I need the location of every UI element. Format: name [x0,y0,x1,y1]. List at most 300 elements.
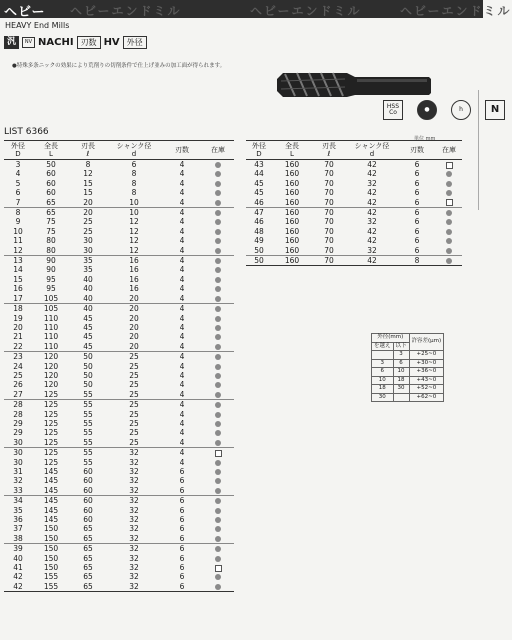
table-cell: 26 [13,380,23,390]
table-cell: 90 [46,265,56,275]
table-cell: 12 [129,217,139,227]
table-row [4,217,234,226]
table-cell: 25 [129,361,139,371]
table-cell: 6 [179,524,185,534]
table-cell: 4 [179,418,185,428]
table-row [4,352,234,362]
table-cell: 3 [393,351,409,360]
stock-dot-icon [215,200,221,206]
table-cell: 160 [284,217,300,227]
table-cell: 40 [83,284,93,294]
column-header: 刃長 ℓ [312,141,346,160]
table-cell: 4 [179,313,185,323]
table-cell: 42 [346,256,398,266]
table-row [4,256,234,266]
column-header: 在庫 [202,141,234,160]
stock-cell [202,400,234,410]
table-cell: 20 [13,322,23,332]
table-row [4,304,234,314]
table-row [4,467,234,476]
table-cell: 4 [179,236,185,246]
table-cell: 4 [179,217,185,227]
table-cell: 45 [83,332,93,342]
table-cell: 6 [179,505,185,515]
table-row [4,362,234,371]
stock-cell [436,188,462,197]
stock-cell [202,332,234,341]
table-cell: 160 [284,245,300,255]
table-cell: 160 [284,178,300,188]
table-cell: 6 [414,197,420,207]
stock-dot-icon [215,584,221,590]
table-cell: 17 [13,293,23,303]
table-cell: 12 [13,245,23,255]
stock-cell [436,208,462,218]
table-cell: 4 [179,409,185,419]
stock-cell [436,198,462,208]
table-cell: 6 [414,226,420,236]
table-cell: 60 [83,505,93,515]
stock-cell [436,246,462,256]
table-cell: 150 [43,563,59,573]
table-cell: 4 [179,389,185,399]
table-row [4,390,234,400]
table-cell: 110 [43,322,59,332]
table-row [4,169,234,178]
table-cell: 42 [346,208,398,218]
table-cell: 32 [129,563,139,573]
table-cell: 65 [32,208,70,218]
stock-cell [202,314,234,323]
table-cell: 20 [129,322,139,332]
stock-cell [202,496,234,506]
table-cell: 19 [13,313,23,323]
table-row [4,428,234,437]
table-row [246,198,462,208]
table-cell: 120 [32,352,70,362]
table-cell: 35 [83,265,93,275]
table-cell: 4 [179,293,185,303]
table-cell: 18 [393,376,409,385]
spec-icons [383,100,505,120]
stock-dot-icon [215,412,221,418]
table-cell: 6 [15,188,21,198]
stock-dot-icon [215,258,221,264]
stock-cell [202,467,234,476]
table-cell: 6 [162,544,202,554]
category-tag: 汎 [4,36,19,49]
table-cell: 32 [129,524,139,534]
table-cell: 30 [393,385,409,394]
table-cell: 11 [13,236,23,246]
table-cell: 70 [324,217,334,227]
table-cell: 15 [83,178,93,188]
stock-dot-icon [215,248,221,254]
stock-cell [202,458,234,467]
table-cell: 16 [106,256,162,266]
stock-cell [202,476,234,485]
table-cell: 39 [4,544,32,554]
table-cell: 80 [46,236,56,246]
table-row [4,246,234,256]
table-cell: 6 [179,485,185,495]
table-cell: 65 [83,533,93,543]
table-cell: 145 [43,476,59,486]
stock-square-icon [215,450,222,457]
stock-cell [202,419,234,428]
column-header: 在庫 [436,141,462,160]
table-cell: 32 [129,505,139,515]
table-cell: 30 [83,236,93,246]
table-cell: 32 [106,496,162,506]
table-cell: 16 [129,274,139,284]
stock-dot-icon [215,498,221,504]
table-cell: 41 [13,563,23,573]
stock-cell [202,371,234,380]
table-cell: 6 [372,368,394,377]
column-header: シャンク径 d [346,141,398,160]
column-header: 刃長 ℓ [70,141,106,160]
table-cell: 150 [43,524,59,534]
table-cell: 5 [15,178,21,188]
table-cell: 55 [83,418,93,428]
table-cell: 145 [32,496,70,506]
spec-table-left [4,140,234,592]
table-cell: 4 [162,304,202,314]
stock-cell [436,160,462,170]
table-cell: 7 [15,197,21,207]
table-cell: 25 [129,437,139,447]
table-cell: 155 [32,582,70,592]
table-cell: 95 [46,274,56,284]
table-cell: 120 [43,361,59,371]
stock-dot-icon [446,219,452,225]
stock-cell [202,246,234,256]
stock-dot-icon [215,354,221,360]
stock-dot-icon [446,238,452,244]
table-cell: 6 [179,515,185,525]
table-cell: 32 [129,485,139,495]
stock-dot-icon [215,219,221,225]
table-cell [393,393,409,402]
stock-cell [202,390,234,400]
table-cell: 42 [367,226,377,236]
table-cell: 105 [32,304,70,314]
table-cell: 12 [83,169,93,179]
table-cell: 160 [272,256,312,266]
table-cell: 4 [179,160,185,169]
table-cell: 10 [106,208,162,218]
table-cell: 40 [13,553,23,563]
flutes-label: 刃数 [77,36,101,49]
table-cell: 4 [179,437,185,447]
table-cell: 20 [129,313,139,323]
table-cell: +36~0 [409,368,444,377]
table-cell: 20 [106,304,162,314]
stock-cell [202,265,234,274]
table-cell: 32 [13,476,23,486]
table-cell: 42 [367,160,377,169]
table-cell: 125 [43,389,59,399]
table-cell: 60 [46,178,56,188]
table-cell: 25 [129,370,139,380]
table-cell: 8 [131,178,137,188]
table-cell: 110 [43,332,59,342]
table-cell: 150 [43,533,59,543]
table-cell: 45 [83,322,93,332]
stock-square-icon [215,565,222,572]
table-row [4,236,234,245]
table-row [4,534,234,544]
table-cell: 70 [312,256,346,266]
table-cell: 4 [179,370,185,380]
tolerance-table [371,333,444,402]
table-row [4,458,234,467]
table-cell: 160 [284,236,300,246]
table-cell: 15 [83,188,93,198]
table-cell: 70 [324,197,334,207]
page-subtitle: HEAVY End Mills [5,21,70,30]
table-cell: 6 [414,178,420,188]
table-cell: 32 [106,544,162,554]
table-cell: 70 [324,178,334,188]
table-cell: 60 [83,476,93,486]
table-cell: 50 [83,370,93,380]
table-cell: 65 [83,572,93,582]
table-row [246,217,462,226]
table-row [4,179,234,188]
table-row [246,188,462,197]
table-cell: 160 [284,226,300,236]
table-cell: 4 [179,178,185,188]
table-cell: 60 [83,515,93,525]
table-row [372,385,444,394]
table-cell: 45 [254,188,264,198]
table-cell: 4 [179,428,185,438]
table-row [246,236,462,245]
table-cell: 29 [13,428,23,438]
header-bar [0,0,512,20]
stock-dot-icon [215,344,221,350]
table-cell: 29 [13,418,23,428]
table-cell: 4 [179,341,185,351]
stock-dot-icon [215,334,221,340]
table-cell: 60 [46,169,56,179]
table-cell: 30 [372,393,394,402]
stock-dot-icon [215,171,221,177]
stock-dot-icon [215,162,221,168]
stock-cell [202,515,234,524]
table-cell: 160 [272,208,312,218]
table-cell: 49 [254,236,264,246]
stock-cell [202,572,234,581]
stock-cell [202,275,234,284]
table-cell: 70 [324,245,334,255]
tol-head-dia: 外径(mm) [372,334,410,343]
table-cell: 75 [46,217,56,227]
table-cell: 60 [46,188,56,198]
stock-cell [436,256,462,266]
table-row [372,376,444,385]
stock-cell [202,227,234,236]
stock-cell [202,256,234,266]
stock-dot-icon [215,210,221,216]
table-cell: 50 [83,361,93,371]
table-row [246,169,462,178]
table-cell: 125 [32,448,70,458]
table-cell: 110 [43,341,59,351]
stock-cell [202,554,234,563]
coating-icon: ● [417,100,437,120]
table-cell: 32 [129,467,139,476]
table-cell: 25 [106,400,162,410]
table-cell: 65 [70,544,106,554]
table-cell: 42 [367,188,377,198]
table-cell: 28 [13,409,23,419]
spec-table-right [246,140,462,266]
stock-cell [202,534,234,544]
table-cell: 125 [43,418,59,428]
table-cell: 6 [414,236,420,246]
stock-cell [202,582,234,592]
table-cell: 30 [83,245,93,255]
stock-cell [202,304,234,314]
table-cell: 50 [70,352,106,362]
stock-cell [202,428,234,437]
stock-square-icon [446,199,453,206]
table-cell: 105 [43,293,59,303]
column-header: 刃数 [398,141,436,160]
table-cell: 9 [15,217,21,227]
table-cell: 32 [129,553,139,563]
table-cell: 65 [83,563,93,573]
table-cell: 8 [4,208,32,218]
table-row [4,563,234,572]
stock-cell [202,188,234,197]
table-cell: 4 [162,448,202,458]
stock-cell [436,179,462,188]
table-cell: 25 [129,389,139,399]
table-cell: 30 [13,457,23,467]
stock-cell [202,284,234,293]
table-cell: 160 [284,197,300,207]
table-cell: 12 [129,236,139,246]
table-cell: 120 [43,370,59,380]
stock-cell [202,410,234,419]
table-cell: 6 [179,572,185,582]
stock-dot-icon [215,526,221,532]
table-cell: 18 [4,304,32,314]
table-cell: 70 [324,188,334,198]
table-cell: 4 [162,208,202,218]
table-cell: 6 [162,496,202,506]
stock-cell [202,198,234,208]
table-row [4,476,234,485]
table-row [4,515,234,524]
table-cell: 65 [83,524,93,534]
table-cell: 23 [4,352,32,362]
table-cell: 4 [179,361,185,371]
stock-dot-icon [215,181,221,187]
table-cell: 24 [13,361,23,371]
stock-dot-icon [446,229,452,235]
table-cell: 32 [367,245,377,255]
stock-cell [202,352,234,362]
table-row [4,486,234,496]
table-cell: 42 [13,572,23,582]
table-cell: 32 [129,476,139,486]
table-cell: 125 [43,437,59,447]
stock-cell [202,342,234,352]
stock-dot-icon [215,478,221,484]
table-cell: 33 [13,485,23,495]
table-cell: 145 [43,467,59,476]
stock-dot-icon [215,190,221,196]
stock-dot-icon [215,392,221,398]
table-cell: 55 [70,400,106,410]
stock-cell [202,563,234,572]
table-cell: 55 [83,437,93,447]
table-row [246,179,462,188]
stock-cell [202,160,234,170]
table-cell: 4 [179,265,185,275]
table-cell: 90 [32,256,70,266]
table-cell: 46 [254,217,264,227]
column-header: 刃数 [162,141,202,160]
table-cell: 150 [32,544,70,554]
table-cell: 145 [43,485,59,495]
table-cell: 25 [129,418,139,428]
table-cell: 10 [13,226,23,236]
table-cell: 44 [254,169,264,179]
table-cell: 8 [131,188,137,198]
tol-head-tol: 許容差(μm) [409,334,444,351]
brand-row [4,36,147,49]
stock-cell [436,217,462,226]
stock-cell [202,544,234,554]
table-cell: 47 [246,208,272,218]
stock-dot-icon [215,267,221,273]
table-cell: 15 [13,274,23,284]
table-cell: 4 [179,197,185,207]
table-row [4,419,234,428]
ghost-title: ヘビーエンドミル [70,4,182,18]
table-cell: 20 [83,197,93,207]
table-cell: 4 [179,332,185,342]
stock-dot-icon [215,574,221,580]
table-row [4,582,234,592]
table-cell: 32 [129,515,139,525]
table-cell: 6 [179,476,185,486]
table-cell: 40 [83,274,93,284]
table-cell: 10 [129,197,139,207]
side-edge [478,90,484,210]
table-cell: 120 [43,380,59,390]
table-cell: 8 [85,160,91,169]
table-cell: 42 [4,582,32,592]
table-cell: 46 [254,197,264,207]
table-cell: 6 [414,245,420,255]
table-cell: 25 [13,370,23,380]
stock-square-icon [446,162,453,169]
table-cell: 4 [179,274,185,284]
table-cell: 145 [43,515,59,525]
table-cell: 6 [162,582,202,592]
stock-dot-icon [215,306,221,312]
table-row [4,380,234,389]
table-cell: 32 [129,533,139,543]
stock-dot-icon [215,469,221,475]
